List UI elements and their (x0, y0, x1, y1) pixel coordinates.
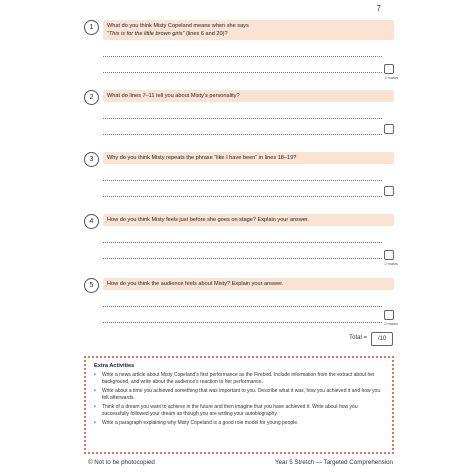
list-item-text: Think of a dream you want to achieve in the future and then imagine that you have achieved it. Write about how you successfully followed your dream as though you are writing your autobiography. (102, 404, 358, 417)
question-number: 5 (84, 278, 99, 293)
answer-line[interactable] (103, 196, 382, 197)
answer-line[interactable] (103, 306, 382, 307)
page-number: 7 (376, 4, 381, 13)
bullet-icon: • (94, 372, 96, 378)
question-text-line-2: (lines 6 and 20)? (184, 31, 228, 37)
mark-box[interactable] (384, 250, 394, 260)
list-item (94, 420, 384, 427)
copyright-notice: © Not to be photocopied (88, 459, 155, 466)
list-item (94, 404, 384, 417)
answer-line[interactable] (103, 322, 382, 323)
list-item (94, 372, 384, 385)
mark-box[interactable] (384, 310, 394, 320)
bullet-icon: • (94, 420, 96, 426)
mark-box[interactable] (384, 186, 394, 196)
answer-line[interactable] (103, 258, 382, 259)
answer-line[interactable] (103, 134, 382, 135)
question-text: How do you think the audience feels about Misty? Explain your answer. (103, 278, 394, 290)
list-item-text: Write a paragraph explaining why Misty Copeland is a good role model for young people. (102, 420, 299, 426)
question-number: 3 (84, 152, 99, 167)
bullet-icon: • (94, 388, 96, 394)
marks-label: 2 marks (384, 262, 398, 266)
question-1 (84, 20, 398, 82)
mark-box[interactable] (384, 124, 394, 134)
question-text: How do you think Misty feels just before she goes on stage? Explain your answer. (103, 214, 394, 226)
question-number: 4 (84, 214, 99, 229)
question-number: 2 (84, 90, 99, 105)
answer-line[interactable] (103, 56, 382, 57)
list-item-text: Write a news article about Misty Copeland’s first performance as the Firebird. Include information from the extract about her background, and write about the audience’s reaction to her performance. (102, 372, 375, 385)
question-text: Why do you think Misty repeats the phrase “like I have been” in lines 18–19? (103, 152, 394, 164)
question-3 (84, 152, 394, 202)
marks-label: 2 marks (384, 76, 398, 80)
extra-activities-box (84, 356, 394, 454)
total-label: Total = (349, 335, 367, 341)
book-title: Year 5 Stretch — Targeted Comprehension (275, 459, 393, 466)
answer-line[interactable] (103, 72, 382, 73)
question-5 (84, 278, 398, 330)
question-quote: “This is for the little brown girls” (107, 31, 185, 37)
question-2 (84, 90, 394, 140)
question-number: 1 (84, 20, 99, 35)
mark-box[interactable] (384, 64, 394, 74)
answer-line[interactable] (103, 118, 382, 119)
marks-label: 2 marks (384, 322, 398, 326)
question-text (103, 20, 394, 40)
question-4 (84, 214, 398, 270)
question-text: What do lines 7–11 tell you about Misty’s personality? (103, 90, 394, 102)
list-item-text: Write about a time you achieved something that was important to you. Describe what it was, how you achieved it and how you felt afterwards. (102, 388, 381, 401)
bullet-icon: • (94, 404, 96, 410)
answer-line[interactable] (103, 242, 382, 243)
answer-line[interactable] (103, 180, 382, 181)
extra-activities-list (94, 372, 384, 427)
list-item (94, 388, 384, 401)
question-text-line-1: What do you think Misty Copeland means when she says (107, 23, 249, 29)
extra-activities-title: Extra Activities (94, 363, 135, 369)
total-box[interactable]: /10 (371, 332, 393, 346)
